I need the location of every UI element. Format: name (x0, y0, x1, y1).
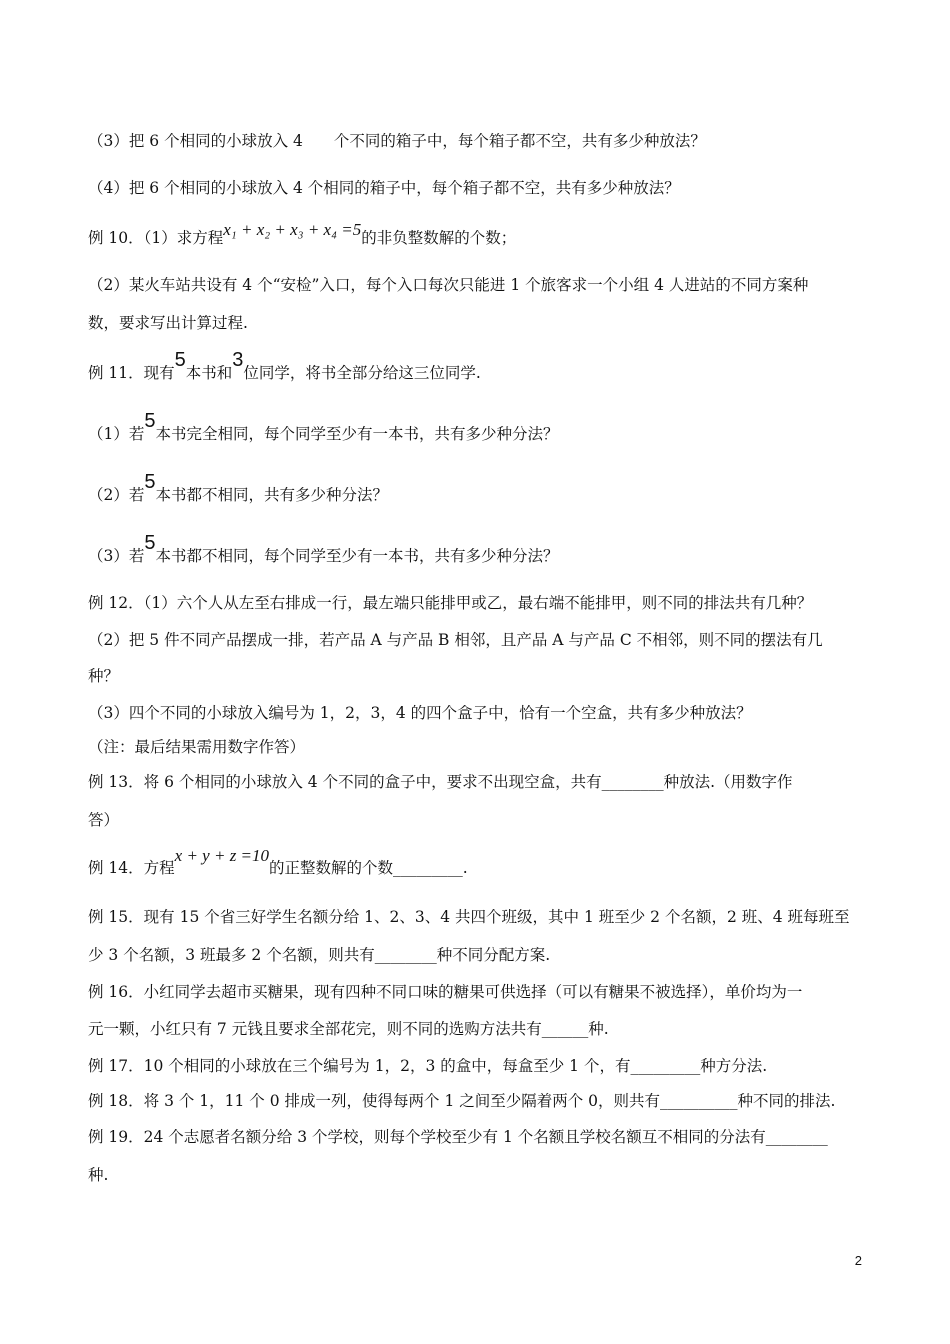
problem-9-part-3: （3）把 6 个相同的小球放入 4 个不同的箱子中，每个箱子都不空，共有多少种放法？ (88, 132, 706, 150)
number-three: 3 (232, 349, 244, 371)
example-14-tail: 的正整数解的个数_________. (269, 859, 468, 877)
example-11-part-1 (88, 410, 559, 444)
example-13-cont: 答） (88, 811, 120, 829)
example-12-part-1: 例 12．（1）六个人从左至右排成一行，最左端只能排甲或乙，最右端不能排甲，则不同的排法共有几种？ (88, 594, 813, 612)
problem-9-part-4: （4）把 6 个相同的小球放入 4 个相同的箱子中，每个箱子都不空，共有多少种放法？ (88, 179, 680, 197)
example-12-note: （注：最后结果需用数字作答） (88, 738, 306, 756)
number-five: 5 (144, 410, 156, 432)
example-11-part-3 (88, 532, 559, 566)
example-19: 例 19．24 个志愿者名额分给 3 个学校，则每个学校至少有 1 个名额且学校名额互不相同的分法有________ (88, 1128, 828, 1146)
example-17: 例 17．10 个相同的小球放在三个编号为 1，2，3 的盒中，每盒至少 1 个，有_________种方分法. (88, 1057, 768, 1075)
example-18: 例 18．将 3 个 1，11 个 0 排成一列，使得每两个 1 之间至少隔着两个 0，则共有__________种不同的排法. (88, 1092, 836, 1110)
number-five: 5 (174, 349, 186, 371)
example-15: 例 15．现有 15 个省三好学生名额分给 1、2、3、4 共四个班级，其中 1 班至少 2 个名额，2 班、4 班每班至 (88, 908, 850, 926)
example-14-intro: 例 14．方程 (88, 859, 175, 877)
example-11-part-2-text: 本书都不相同，共有多少种分法？ (155, 486, 389, 504)
example-10-part-2-cont: 数，要求写出计算过程. (88, 314, 248, 332)
example-12-part-2: （2）把 5 件不同产品摆成一排，若产品 A 与产品 B 相邻，且产品 A 与产品 C 不相邻，则不同的摆法有几 (88, 631, 823, 649)
example-11-text-a: 例 11．现有 (88, 364, 175, 382)
example-11-part-3-prefix: （3）若 (88, 547, 145, 565)
example-10-part-2: （2）某火车站共设有 4 个“安检”入口，每个入口每次只能进 1 个旅客求一个小组 4 人进站的不同方案种 (88, 276, 809, 294)
example-16-cont: 元一颗，小红只有 7 元钱且要求全部花完，则不同的选购方法共有______种. (88, 1020, 609, 1038)
page-number: 2 (854, 1253, 862, 1268)
example-11-text-c: 位同学，将书全部分给这三位同学. (243, 364, 481, 382)
example-19-cont: 种. (88, 1166, 109, 1184)
example-16: 例 16．小红同学去超市买糖果，现有四种不同口味的糖果可供选择（可以有糖果不被选择），单价均为一 (88, 983, 803, 1001)
example-14 (88, 846, 468, 878)
example-13: 例 13．将 6 个相同的小球放入 4 个不同的盒子中，要求不出现空盒，共有________种放法.（用数字作 (88, 773, 793, 791)
example-11-part-2-prefix: （2）若 (88, 486, 145, 504)
number-five: 5 (144, 471, 156, 493)
example-10-tail: 的非负整数解的个数； (361, 229, 517, 247)
example-12-part-2-cont: 种？ (88, 667, 120, 685)
example-10-intro: 例 10．（1）求方程 (88, 229, 224, 247)
example-15-cont: 少 3 个名额，3 班最多 2 个名额，则共有________种不同分配方案. (88, 946, 551, 964)
number-five: 5 (144, 532, 156, 554)
example-11-text-b: 本书和 (185, 364, 233, 382)
example-11-part-3-text: 本书都不相同，每个同学至少有一本书，共有多少种分法？ (155, 547, 559, 565)
example-11-part-1-text: 本书完全相同，每个同学至少有一本书，共有多少种分法？ (155, 425, 559, 443)
example-11-part-2 (88, 471, 389, 505)
example-11-intro (88, 349, 481, 383)
example-11-part-1-prefix: （1）若 (88, 425, 145, 443)
equation-x-sum: x₁ + x₂ + x₃ + x₄ =5 (223, 220, 362, 239)
equation-xyz: x + y + z =10 (174, 846, 270, 865)
example-12-part-3: （3）四个不同的小球放入编号为 1，2，3，4 的四个盒子中，恰有一个空盒，共有多少种放法？ (88, 704, 752, 722)
example-10-part-1 (88, 220, 517, 248)
